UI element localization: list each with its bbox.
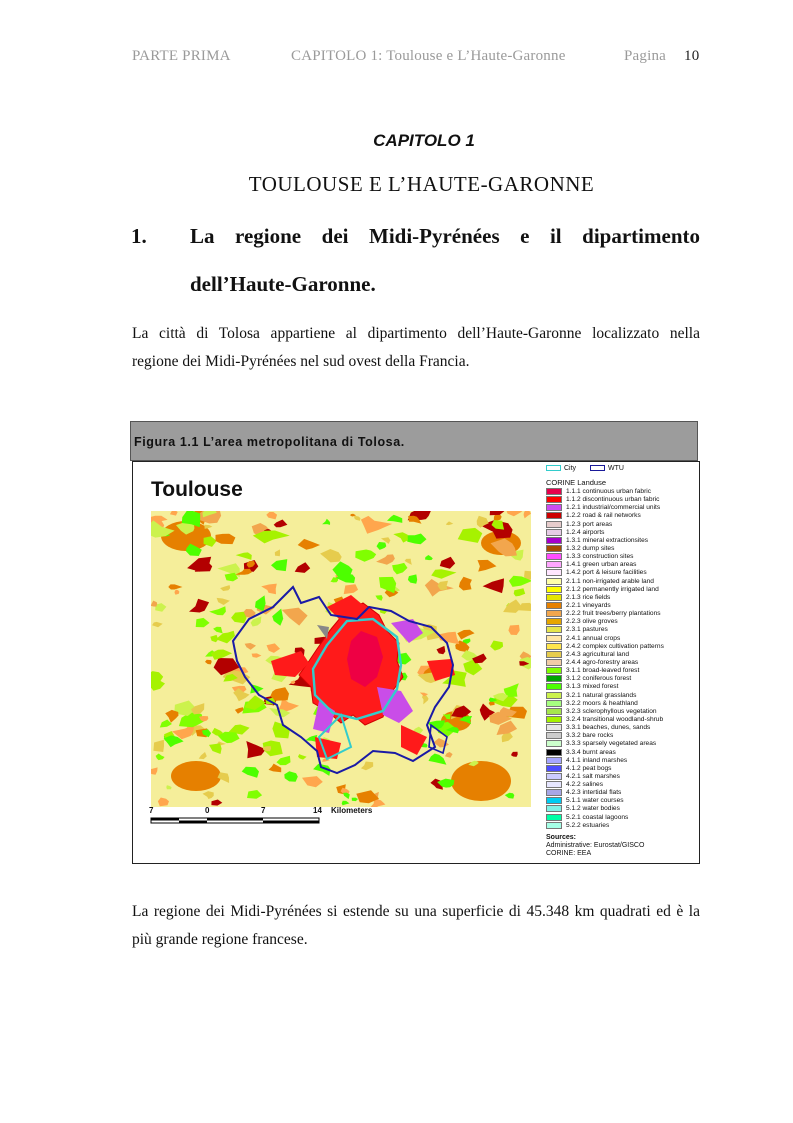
legend-item: [546, 749, 664, 757]
legend-swatch-icon: [546, 675, 562, 682]
legend-item: [546, 797, 664, 805]
legend-item: [546, 732, 664, 740]
legend-item: [546, 814, 664, 822]
legend-swatch-icon: [546, 610, 562, 617]
section-title-line2: dell’Haute-Garonne.: [190, 272, 376, 296]
legend-label: 1.3.3 construction sites: [566, 553, 634, 561]
landuse-map-image: [151, 511, 531, 807]
legend-item: [546, 716, 664, 724]
legend-label: 1.3.1 mineral extractionsites: [566, 536, 649, 544]
legend-swatch-icon: [546, 553, 562, 560]
legend-label: 4.2.1 salt marshes: [566, 772, 620, 780]
legend-item: [546, 626, 664, 634]
sources-label: Sources:: [546, 834, 576, 841]
legend-label: 1.1.1 continuous urban fabric: [566, 488, 652, 495]
legend-item: [546, 561, 664, 569]
legend-swatch-icon: [546, 667, 562, 674]
legend-label: 2.4.4 agro-forestry areas: [566, 658, 639, 666]
legend-swatch-icon: [546, 602, 562, 609]
map-title: Toulouse: [151, 478, 243, 501]
legend-item: [546, 651, 664, 659]
running-header-chapter: CAPITOLO 1: Toulouse e L’Haute-Garonne: [291, 48, 566, 64]
legend-swatch-icon: [546, 635, 562, 642]
paragraph2-line1: La regione dei Midi-Pyrénées si estende su una superficie di 45.348 km quadrati ed è la: [132, 903, 700, 920]
legend-item: [546, 529, 664, 537]
legend-swatch-icon: [546, 749, 562, 756]
legend-item: [546, 675, 664, 683]
legend-swatch-icon: [546, 740, 562, 747]
legend-swatch-icon: [546, 521, 562, 528]
legend-item: [546, 822, 664, 830]
legend-label: 2.2.3 olive groves: [566, 618, 618, 626]
legend-item: [546, 578, 664, 586]
legend-label: 3.2.1 natural grasslands: [566, 691, 637, 699]
legend-swatch-icon: [546, 504, 562, 511]
legend-item: [546, 757, 664, 765]
legend-label: 4.1.2 peat bogs: [566, 764, 612, 772]
legend-label: 2.1.2 permanently irrigated land: [566, 585, 659, 593]
legend-label: 4.2.2 salines: [566, 781, 604, 789]
section-title-line1: La regione dei Midi-Pyrénées e il dipartimento: [190, 224, 700, 248]
legend-item: [546, 643, 664, 651]
legend-label: 2.1.1 non-irrigated arable land: [566, 577, 654, 585]
legend-swatch-icon: [546, 488, 562, 495]
legend-swatch-icon: [546, 765, 562, 772]
scale-tick: 14: [313, 806, 322, 815]
sources-administrative: Administrative: Eurostat/GISCO: [546, 842, 645, 849]
legend-swatch-icon: [546, 586, 562, 593]
paragraph2-line2: più grande regione francese.: [132, 931, 308, 948]
legend-label: 3.2.4 transitional woodland-shrub: [566, 715, 664, 723]
scale-unit: Kilometers: [331, 806, 373, 815]
legend-item: [546, 773, 664, 781]
city-swatch-icon: [546, 465, 561, 471]
legend-swatch-icon: [546, 626, 562, 633]
legend-label: 3.3.4 burnt areas: [566, 748, 616, 756]
running-header-page-label: Pagina: [624, 48, 667, 64]
legend-item: [546, 789, 664, 797]
legend-label: 2.4.1 annual crops: [566, 634, 621, 642]
legend-swatch-icon: [546, 716, 562, 723]
legend-swatch-icon: [546, 724, 562, 731]
legend-label: 2.1.3 rice fields: [566, 593, 611, 601]
legend-item: [546, 635, 664, 643]
legend-label: 2.4.2 complex cultivation patterns: [566, 642, 664, 650]
legend-label: 1.4.2 port & leisure facilities: [566, 569, 647, 577]
legend-swatch-icon: [546, 659, 562, 666]
legend-item: [546, 708, 664, 716]
map-content: [151, 511, 531, 807]
legend-label: 5.1.1 water courses: [566, 797, 624, 805]
legend-item: [546, 496, 664, 504]
legend-label: 1.2.2 road & rail networks: [566, 512, 641, 520]
scale-tick: 7: [261, 806, 266, 815]
legend-item: [546, 659, 664, 667]
legend-item: [546, 618, 664, 626]
legend-wtu: WTU: [590, 465, 624, 472]
legend-swatch-icon: [546, 700, 562, 707]
legend-item: [546, 569, 664, 577]
legend-swatch-icon: [546, 594, 562, 601]
legend-item: [546, 586, 664, 594]
legend-swatch-icon: [546, 561, 562, 568]
figure-map: [132, 461, 700, 864]
chapter-label: CAPITOLO 1: [373, 131, 475, 150]
legend-swatch-icon: [546, 643, 562, 650]
legend-swatch-icon: [546, 814, 562, 821]
scale-bar: [149, 806, 389, 830]
legend-item: [546, 602, 664, 610]
legend-label: 1.1.2 discontinuous urban fabric: [566, 496, 660, 504]
legend-label: 5.2.2 estuaries: [566, 821, 610, 829]
legend-item: [546, 667, 664, 675]
legend-item: [546, 610, 664, 618]
legend-swatch-icon: [546, 651, 562, 658]
legend-swatch-icon: [546, 773, 562, 780]
legend-item: [546, 683, 664, 691]
legend-swatch-icon: [546, 805, 562, 812]
running-header-part: PARTE PRIMA: [132, 48, 231, 64]
legend-label: 5.1.2 water bodies: [566, 805, 620, 813]
chapter-title: TOULOUSE E L’HAUTE-GARONNE: [248, 172, 595, 196]
legend-label: 4.1.1 inland marshes: [566, 756, 628, 764]
legend-item: [546, 545, 664, 553]
legend-label: 4.2.3 intertidal flats: [566, 789, 622, 797]
legend-swatch-icon: [546, 708, 562, 715]
legend-item: [546, 781, 664, 789]
legend-swatch-icon: [546, 781, 562, 788]
page-number: 10: [684, 48, 700, 64]
legend-label: 3.1.2 coniferous forest: [566, 675, 632, 683]
legend-title: CORINE Landuse: [546, 478, 607, 487]
legend-swatch-icon: [546, 537, 562, 544]
landuse-patch: [171, 761, 221, 791]
legend-item: [546, 724, 664, 732]
legend-label: 3.3.3 sparsely vegetated areas: [566, 740, 657, 748]
figure-caption-bar: [130, 421, 698, 461]
legend-swatch-icon: [546, 512, 562, 519]
legend-label: 2.3.1 pastures: [566, 626, 608, 634]
legend-item: [546, 504, 664, 512]
legend-swatch-icon: [546, 692, 562, 699]
legend-label: 2.4.3 agricultural land: [566, 650, 630, 658]
legend-item: [546, 553, 664, 561]
legend-swatch-icon: [546, 578, 562, 585]
legend-item: [546, 692, 664, 700]
legend-label: 1.2.4 airports: [566, 528, 605, 536]
legend-swatch-icon: [546, 822, 562, 829]
legend-label: 3.1.3 mixed forest: [566, 683, 619, 691]
legend-label: 2.2.2 fruit trees/berry plantations: [566, 610, 661, 618]
legend-label: 3.3.2 bare rocks: [566, 732, 614, 740]
legend-label: 3.1.1 broad-leaved forest: [566, 667, 640, 675]
legend-label: 1.2.3 port areas: [566, 520, 613, 528]
legend-label: 1.3.2 dump sites: [566, 544, 615, 552]
legend-item: [546, 805, 664, 813]
landuse-patch: [451, 761, 511, 801]
wtu-swatch-icon: [590, 465, 605, 471]
legend-city: City: [546, 465, 576, 472]
legend-item: [546, 521, 664, 529]
legend-swatch-icon: [546, 496, 562, 503]
legend-swatch-icon: [546, 732, 562, 739]
legend-label: 3.2.3 sclerophyllous vegetation: [566, 707, 657, 715]
legend-item: [546, 512, 664, 520]
legend-swatch-icon: [546, 569, 562, 576]
legend-item: [546, 594, 664, 602]
paragraph1-line1: La città di Tolosa appartiene al dipartimento dell’Haute-Garonne localizzato nella: [132, 325, 700, 342]
legend-label: 5.2.1 coastal lagoons: [566, 813, 629, 821]
legend-label: 1.2.1 industrial/commercial units: [566, 504, 661, 512]
legend-item: [546, 740, 664, 748]
legend-item: [546, 537, 664, 545]
legend-label: 3.3.1 beaches, dunes, sands: [566, 724, 651, 732]
scale-bar-graphic: [149, 817, 329, 825]
section-number: 1.: [131, 224, 147, 248]
legend-swatch-icon: [546, 797, 562, 804]
legend-swatch-icon: [546, 683, 562, 690]
legend-item: [546, 488, 664, 496]
legend-swatch-icon: [546, 618, 562, 625]
legend-item: [546, 765, 664, 773]
legend-swatch-icon: [546, 545, 562, 552]
legend-swatch-icon: [546, 789, 562, 796]
sources-block: [546, 834, 644, 858]
scale-tick: 0: [205, 806, 210, 815]
legend-label: 2.2.1 vineyards: [566, 601, 611, 609]
legend-swatch-icon: [546, 757, 562, 764]
legend-swatch-icon: [546, 529, 562, 536]
scale-tick: 7: [149, 806, 154, 815]
landuse-legend: [546, 488, 664, 830]
sources-corine: CORINE: EEA: [546, 850, 592, 857]
paragraph1-line2: regione dei Midi-Pyrénées nel sud ovest della Francia.: [132, 353, 470, 370]
figure-caption: Figura 1.1 L’area metropolitana di Tolosa.: [134, 435, 405, 449]
legend-label: 3.2.2 moors & heathland: [566, 699, 638, 707]
legend-item: [546, 700, 664, 708]
legend-label: 1.4.1 green urban areas: [566, 561, 637, 569]
